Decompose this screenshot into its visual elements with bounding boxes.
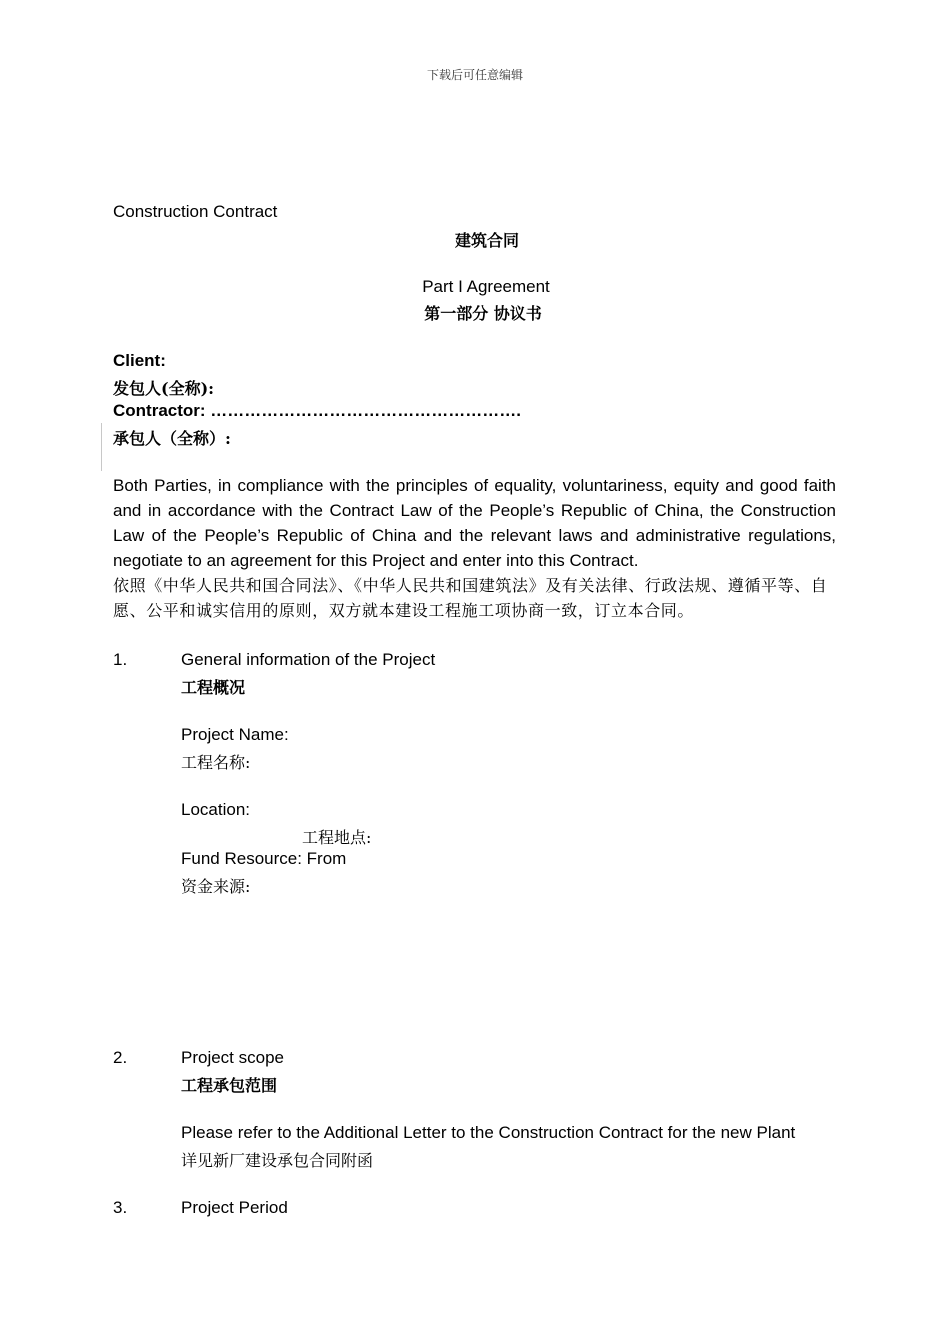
section-3-title-en: Project Period xyxy=(181,1198,288,1217)
intro-paragraph-en: Both Parties, in compliance with the principles of equality, voluntariness, equity and good faith and in accordance with the Contract Law of the People’s Republic of China, the Construction Law of the People’s Republic of China and the relevant laws and administrative regulations, negotiate to an agreement for this Project and enter into this Contract. xyxy=(113,476,836,570)
section-1-title-en: General information of the Project xyxy=(181,650,436,669)
fund-resource-label-en: Fund Resource: From xyxy=(181,849,347,868)
part-heading-en: Part I Agreement xyxy=(422,277,550,296)
location-label-zh: 工程地点: xyxy=(302,828,372,847)
project-name-label-en: Project Name: xyxy=(181,725,289,744)
section-3-number: 3. xyxy=(113,1198,128,1217)
document-title-zh: 建筑合同 xyxy=(454,231,519,250)
contractor-label-zh: 承包人（全称）: xyxy=(113,429,231,448)
project-name-label-zh: 工程名称: xyxy=(181,753,251,772)
contractor-label-en: Contractor: ………………………………………………. xyxy=(113,401,521,420)
client-label-en: Client: xyxy=(113,351,166,370)
section-2-title-zh: 工程承包范围 xyxy=(181,1076,278,1095)
project-scope-body-zh: 详见新厂建设承包合同附函 xyxy=(181,1151,374,1170)
project-scope-body-en: Please refer to the Additional Letter to the Construction Contract for the new Plant xyxy=(181,1123,796,1142)
section-1-number: 1. xyxy=(113,650,128,669)
location-label-en: Location: xyxy=(181,800,250,819)
part-heading-zh: 第一部分 协议书 xyxy=(424,304,542,323)
section-1-title-zh: 工程概况 xyxy=(181,678,246,697)
section-2-number: 2. xyxy=(113,1048,128,1067)
section-2-title-en: Project scope xyxy=(181,1048,284,1067)
header-note: 下载后可任意编辑 xyxy=(426,68,523,82)
margin-change-bar xyxy=(101,423,102,471)
fund-resource-label-zh: 资金来源: xyxy=(181,877,251,896)
intro-paragraph-zh: 依照《中华人民共和国合同法》、《中华人民共和国建筑法》及有关法律、行政法规、遵循平等、自愿、公平和诚实信用的原则，双方就本建设工程施工项协商一致，订立本合同。 xyxy=(113,576,828,620)
document-title-en: Construction Contract xyxy=(113,202,278,221)
client-label-zh: 发包人(全称): xyxy=(113,379,215,398)
